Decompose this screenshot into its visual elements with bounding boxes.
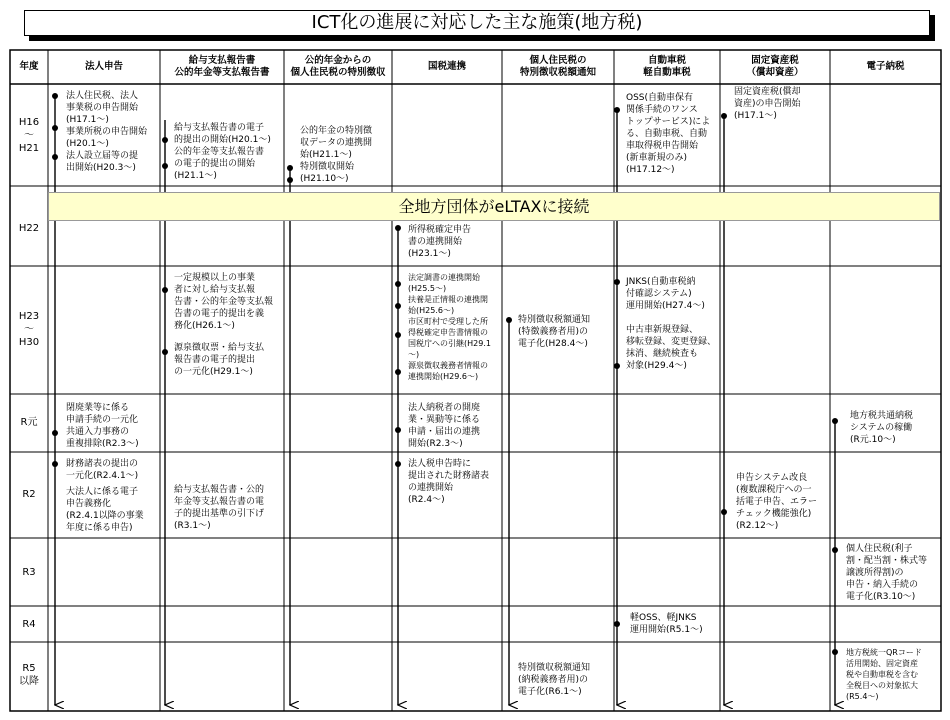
text-line: (R2.4.1以降の事業 xyxy=(66,511,144,521)
spacer xyxy=(174,332,273,342)
milestone-pension-h16 xyxy=(300,125,372,185)
text-line: 得税確定申告書情報の xyxy=(408,328,488,337)
row-label-h23-h30 xyxy=(10,310,48,349)
text-line: 法人納税者の開廃 xyxy=(408,403,481,413)
milestone-epayment-r3 xyxy=(846,543,927,603)
text-line: 割・配当割・株式等 xyxy=(846,556,928,566)
text-line: 報告書の電子的提出 xyxy=(174,355,256,365)
text-line: の電子的提出の開始 xyxy=(174,159,256,169)
text-line: 資産)の申告開始 xyxy=(734,99,801,109)
text-line: (H23.1～) xyxy=(408,249,451,259)
row-label-h23: H23 xyxy=(18,311,40,322)
text-line: 個人住民税(利子 xyxy=(846,544,913,554)
text-line: 電子化(H28.4～) xyxy=(518,339,588,349)
text-line: 特別徴収税額通知 xyxy=(518,663,591,673)
text-line: 者に対し給与支払報 xyxy=(174,285,256,295)
text-line: 法人住民税、法人 xyxy=(66,91,139,101)
header-fixed-asset-line2: （償却資産） xyxy=(746,67,804,78)
text-line: 提出された財務諸表 xyxy=(408,471,490,481)
text-line: (H17.1～) xyxy=(66,115,109,125)
header-e-payment: 電子納税 xyxy=(866,61,905,72)
row-label-h22: H22 xyxy=(18,223,40,234)
text-line: 閉廃業等に係る xyxy=(66,403,130,413)
milestone-national-h22 xyxy=(408,224,471,260)
text-line: 事業税の申告開始 xyxy=(66,103,139,113)
text-line: 一元化(R2.4.1～) xyxy=(66,471,139,481)
text-line: 電子化(R6.1～) xyxy=(518,687,582,697)
text-line: 国税庁への引継(H29.1 xyxy=(408,339,491,348)
text-line: の一元化(H29.1～) xyxy=(174,367,253,377)
text-line: 年度に係る申告) xyxy=(66,523,133,533)
text-line: (新車新規のみ) xyxy=(626,153,688,163)
text-line: 公的年金等支払報告書 xyxy=(174,147,265,157)
text-line: (R2.12～) xyxy=(736,521,779,531)
row-label-r5-line1: R5 xyxy=(22,663,36,674)
text-line: 地方税共通納税 xyxy=(850,411,914,421)
header-auto-tax-line1: 自動車税 xyxy=(647,55,686,66)
text-line: 特別徴収開始 xyxy=(300,162,355,172)
text-line: (納税義務者用)の xyxy=(518,675,589,685)
row-label-h16-h21 xyxy=(10,116,48,155)
header-pension xyxy=(284,55,392,79)
text-line: (R元.10～) xyxy=(850,435,896,445)
text-line: トップサービス)によ xyxy=(626,117,711,127)
text-line: 運用開始(H27.4～) xyxy=(626,301,705,311)
milestone-corporate-r1 xyxy=(66,402,139,450)
header-fixed-asset xyxy=(720,55,830,79)
text-line: 括電子申告、エラー xyxy=(736,497,818,507)
header-pension-line1: 公的年金からの xyxy=(304,55,372,66)
text-line: (R2.4～) xyxy=(408,495,445,505)
text-line: の連携開始 xyxy=(408,483,454,493)
text-line: 始(H21.1～) xyxy=(300,150,352,160)
text-line: 譲渡所得割)の xyxy=(846,568,904,578)
text-line: 年金等支払報告書の電 xyxy=(174,497,265,507)
text-line: 業・異動等に係る xyxy=(408,415,481,425)
text-line: 事業所税の申告開始 xyxy=(66,127,148,137)
text-line: 法定調書の連携開始 xyxy=(408,273,480,282)
row-label-h16: H16 xyxy=(18,117,40,128)
text-line: (H17.1～) xyxy=(734,111,777,121)
text-line: (H21.1～) xyxy=(174,171,217,181)
text-line: (複数課税庁への一 xyxy=(736,485,812,495)
text-line: (R5.4～) xyxy=(846,692,879,701)
milestone-salary-r2 xyxy=(174,484,264,532)
milestone-epayment-r5 xyxy=(846,647,922,702)
text-line: (H17.12～) xyxy=(626,165,675,175)
text-line: 源泉徴収義務者情報の xyxy=(408,361,488,370)
milestone-national-r2 xyxy=(408,458,489,506)
header-salary-report-line2: 公的年金等支払報告書 xyxy=(174,67,270,78)
header-auto-tax xyxy=(614,55,720,79)
header-special-collection-line2: 特別徴収税額通知 xyxy=(519,67,596,78)
header-salary-report xyxy=(160,55,284,79)
text-line: 運用開始(R5.1～) xyxy=(630,625,703,635)
text-line: 税や自動車税を含む xyxy=(846,670,918,679)
text-line: 電子化(R3.10～) xyxy=(846,592,916,602)
text-line: 特別徴収税額通知 xyxy=(518,315,591,325)
text-line: 出開始(H20.3～) xyxy=(66,163,136,173)
row-label-r3: R3 xyxy=(22,567,36,578)
text-line: 務化(H26.1～) xyxy=(174,321,235,331)
text-line: 車取得税申告開始 xyxy=(626,141,699,151)
milestone-salary-h16 xyxy=(174,122,271,182)
text-line: 共通入力事務の xyxy=(66,427,130,437)
header-salary-report-line1: 給与支払報告書 xyxy=(188,55,256,66)
milestone-fixed-asset-h16 xyxy=(734,86,801,122)
milestone-national-r1 xyxy=(408,402,480,450)
header-pension-line2: 個人住民税の特別徴収 xyxy=(290,67,386,78)
milestone-corporate-h16 xyxy=(66,90,147,174)
text-line: 全税目への対象拡大 xyxy=(846,681,918,690)
row-label-r4: R4 xyxy=(22,619,36,630)
milestone-special-r5 xyxy=(518,662,590,698)
text-line: 法人税申告時に xyxy=(408,459,472,469)
header-special-collection xyxy=(502,55,614,79)
text-line: (H21.10～) xyxy=(300,174,349,184)
eltax-banner: 全地方団体がeLTAXに接続 xyxy=(48,192,940,221)
text-line: ～) xyxy=(408,350,420,359)
milestone-fixed-asset-r2 xyxy=(736,472,817,532)
milestone-national-h23 xyxy=(408,272,491,382)
text-line: 給与支払報告書・公的 xyxy=(174,485,265,495)
text-line: (H20.1～) xyxy=(66,139,109,149)
text-line: 公的年金の特別徴 xyxy=(300,126,373,136)
text-line: OSS(自動車保有 xyxy=(626,93,694,103)
header-fixed-asset-line1: 固定資産税 xyxy=(751,55,799,66)
text-line: 開始(R2.3～) xyxy=(408,439,463,449)
text-line: 抹消、継続検査も xyxy=(626,349,699,359)
text-line: 法人設立届等の提 xyxy=(66,151,139,161)
header-national-tax: 国税連携 xyxy=(427,61,466,72)
text-line: 申告義務化 xyxy=(66,499,112,509)
row-label-h21: H21 xyxy=(18,143,40,154)
text-line: 軽OSS、軽JNKS xyxy=(630,613,697,623)
text-line: 書の連携開始 xyxy=(408,237,463,247)
header-auto-tax-line2: 軽自動車税 xyxy=(643,67,691,78)
text-line: 子的提出基準の引下げ xyxy=(174,509,265,519)
text-line: 対象(H29.4～) xyxy=(626,361,687,371)
text-line: 始(H25.6～) xyxy=(408,306,455,315)
milestone-epayment-r1 xyxy=(850,410,913,446)
text-line: 的提出の開始(H20.1～) xyxy=(174,135,271,145)
row-label-r5 xyxy=(10,662,48,688)
header-special-collection-line1: 個人住民税の xyxy=(529,55,587,66)
row-label-r2: R2 xyxy=(22,489,36,500)
text-line: 関係手続のワンス xyxy=(626,105,698,115)
text-line: 一定規模以上の事業 xyxy=(174,273,256,283)
text-line: 収データの連携開 xyxy=(300,138,373,148)
text-line: 大法人に係る電子 xyxy=(66,487,139,497)
text-line: システムの稼働 xyxy=(850,423,913,433)
header-year: 年度 xyxy=(19,61,39,72)
row-label-tilde: ～ xyxy=(24,130,34,141)
milestone-auto-r4 xyxy=(630,612,703,636)
text-line: (H25.5～) xyxy=(408,284,447,293)
text-line: 給与支払報告書の電子 xyxy=(174,123,265,133)
text-line: 地方税統一QRコード xyxy=(846,648,922,657)
text-line: JNKS(自動車税納 xyxy=(626,277,696,287)
text-line: (特徴義務者用)の xyxy=(518,327,589,337)
text-line: 付確認システム) xyxy=(626,289,692,299)
text-line: 中古車新規登録、 xyxy=(626,325,699,335)
text-line: 連携開始(H29.6～) xyxy=(408,372,479,381)
milestone-auto-h16 xyxy=(626,92,710,176)
page-title: ICT化の進展に対応した主な施策(地方税) xyxy=(24,10,930,36)
milestone-special-h23 xyxy=(518,314,590,350)
row-label-tilde: ～ xyxy=(24,324,34,335)
text-line: 告書・公的年金等支払報 xyxy=(174,297,274,307)
text-line: 固定資産税(償却 xyxy=(734,87,801,97)
text-line: (R3.1～) xyxy=(174,521,211,531)
milestone-corporate-r2 xyxy=(66,458,144,534)
text-line: 移転登録、変更登録、 xyxy=(626,337,717,347)
text-line: 申告・納入手続の xyxy=(846,580,919,590)
text-line: 市区町村で受理した所 xyxy=(408,317,488,326)
text-line: 重複排除(R2.3～) xyxy=(66,439,139,449)
text-line: 源泉徴収票・給与支払 xyxy=(174,343,265,353)
text-line: 申請手続の一元化 xyxy=(66,415,139,425)
text-line: 扶養是正情報の連携開 xyxy=(408,295,488,304)
row-label-r1: R元 xyxy=(20,417,38,428)
spacer xyxy=(626,312,716,324)
row-label-r5-line2: 以降 xyxy=(19,676,39,687)
text-line: 活用開始、固定資産 xyxy=(846,659,918,668)
text-line: 申請・届出の連携 xyxy=(408,427,481,437)
text-line: 所得税確定申告 xyxy=(408,225,472,235)
milestone-salary-h23 xyxy=(174,272,273,378)
text-line: 財務諸表の提出の xyxy=(66,459,139,469)
text-line: 申告システム改良 xyxy=(736,473,808,483)
text-line: る、自動車税、自動 xyxy=(626,129,708,139)
row-label-h30: H30 xyxy=(18,337,40,348)
text-line: チェック機能強化) xyxy=(736,509,812,519)
text-line: 告書の電子的提出を義 xyxy=(174,309,265,319)
milestone-auto-h23 xyxy=(626,276,716,372)
header-corporate: 法人申告 xyxy=(84,61,123,72)
